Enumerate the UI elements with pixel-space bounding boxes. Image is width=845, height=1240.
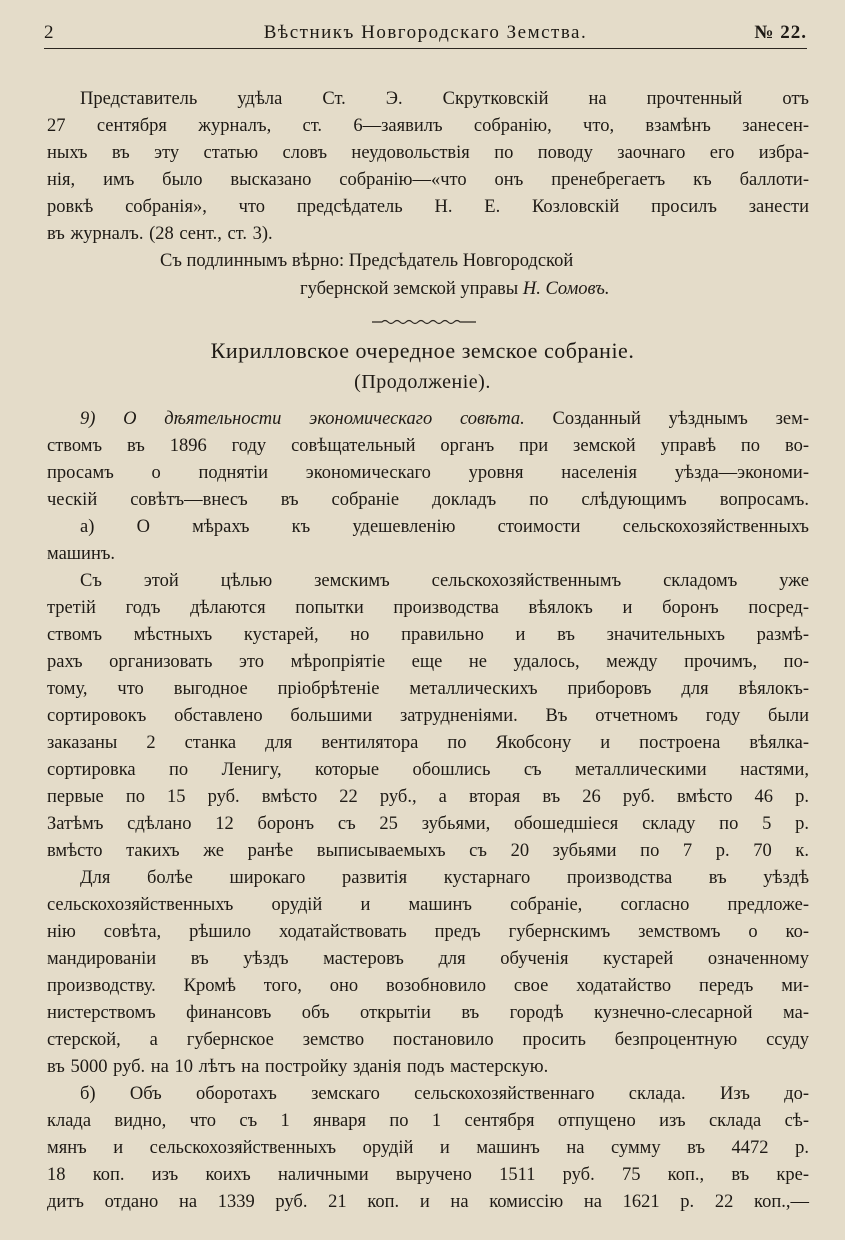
text-line: нію совѣта, рѣшило ходатайствовать предъ губернскимъ земствомъ о ко- — [47, 922, 809, 942]
text-line: 27 сентября журналъ, ст. 6—заявилъ собранію, что, взамѣнъ занесен- — [47, 116, 809, 136]
text-line: нистерствомъ финансовъ объ открытіи въ городѣ кузнечно-слесарной ма- — [47, 1003, 809, 1023]
text-line: а) О мѣрахъ къ удешевленію стоимости сельскохозяйственныхъ — [80, 517, 809, 537]
text-line: 18 коп. изъ коихъ наличными выручено 1511 руб. 75 коп., въ кре- — [47, 1165, 809, 1185]
text-line: нія, имъ было высказано собранію—«что онъ пренебрегаетъ къ баллоти- — [47, 170, 809, 190]
item-text — [47, 1217, 165, 1237]
signature-name: Н. Сомовъ. — [522, 279, 610, 299]
item-text: Созданный уѣзднымъ зем- — [552, 409, 810, 429]
text-line: производству. Кромѣ того, оно возобновило свое ходатайство передъ ми- — [47, 976, 809, 996]
text-line: дитъ отдано на 1339 руб. 21 коп. и на комиссію на 1621 р. 22 коп.,— — [47, 1192, 809, 1212]
item-text — [292, 1217, 809, 1237]
text-line: въ журналъ. (28 сент., ст. 3). — [47, 224, 273, 244]
text-line — [80, 406, 809, 432]
text-line: тому, что выгодное пріобрѣтеніе металлическихъ приборовъ для вѣялокъ- — [47, 679, 809, 699]
text-line: просамъ о поднятіи экономическаго уровня населенія уѣзда—экономи- — [47, 463, 809, 483]
item-italic-title: О дѣятельности экономическаго совѣта. — [123, 409, 525, 429]
journal-title: Вѣстникъ Новгородскаго Земства. — [263, 22, 588, 43]
signature-line: Съ подлиннымъ вѣрно: Предсѣдатель Новгородской — [160, 251, 574, 271]
running-header — [44, 22, 807, 48]
issue-number: № 22. — [754, 22, 807, 43]
section-title: Кирилловское очередное земское собраніе. — [210, 338, 635, 363]
separator-ornament — [372, 318, 476, 326]
header-rule — [44, 48, 807, 49]
text-line: стерской, а губернское земство постановило просить безпроцентную ссуду — [47, 1030, 809, 1050]
text-line: сортировокъ обставлено большими затрудненіями. Въ отчетномъ году были — [47, 706, 809, 726]
text-line: рахъ организовать это мѣропріятіе еще не удалось, между прочимъ, по- — [47, 652, 809, 672]
text-line: сельскохозяйственныхъ орудій и машинъ собраніе, согласно предложе- — [47, 895, 809, 915]
section-subtitle: (Продолженіе). — [354, 371, 491, 393]
text-line: мянъ и сельскохозяйственныхъ орудій и машинъ на сумму въ 4472 р. — [47, 1138, 809, 1158]
text-line: Затѣмъ сдѣлано 12 боронъ съ 25 зубьями, обошедшіеся складу по 5 р. — [47, 814, 809, 834]
text-line: въ 5000 руб. на 10 лѣтъ на постройку зданія подъ мастерскую. — [47, 1057, 549, 1077]
text-line: вмѣсто такихъ же ранѣе выписываемыхъ съ 20 зубьями по 7 р. 70 к. — [47, 841, 809, 861]
signature-line — [300, 276, 610, 302]
text-line: Для болѣе широкаго развитія кустарнаго производства въ уѣздѣ — [80, 868, 809, 888]
text-line: ческій совѣтъ—внесъ въ собраніе докладъ по слѣдующимъ вопросамъ. — [47, 490, 809, 510]
text-line: третій годъ дѣлаются попытки производства вѣялокъ и боронъ посред- — [47, 598, 809, 618]
text-line: ствомъ въ 1896 году совѣщательный органъ при земской управѣ по во- — [47, 436, 809, 456]
signature-text: губернской земской управы — [300, 279, 519, 299]
item-number: 9) — [80, 409, 96, 429]
text-line: сортировка по Ленигу, которые обошлись съ металлическими настями, — [47, 760, 809, 780]
text-line: первые по 15 руб. вмѣсто 22 руб., а вторая въ 26 руб. вмѣсто 46 р. — [47, 787, 809, 807]
text-line: ствомъ мѣстныхъ кустарей, но правильно и въ значительныхъ размѣ- — [47, 625, 809, 645]
text-line: Съ этой цѣлью земскимъ сельскохозяйственнымъ складомъ уже — [80, 571, 809, 591]
page-number: 2 — [44, 22, 55, 43]
text-line: заказаны 2 станка для вентилятора по Якобсону и построена вѣялка- — [47, 733, 809, 753]
text-line: б) Объ оборотахъ земскаго сельскохозяйственнаго склада. Изъ до- — [80, 1084, 809, 1104]
item-italic-word — [196, 1217, 261, 1237]
text-line: ныхъ въ эту статью словъ неудовольствія по поводу заочнаго его избра- — [47, 143, 809, 163]
text-line: Представитель удѣла Ст. Э. Скрутковскій на прочтенный отъ — [80, 89, 809, 109]
text-line: машинъ. — [47, 544, 116, 564]
text-line: ровкѣ собранія», что предсѣдатель Н. Е. Козловскій просилъ занести — [47, 197, 809, 217]
text-line: мандированіи въ уѣздъ мастеровъ для обученія кустарей означенному — [47, 949, 809, 969]
text-line: клада видно, что съ 1 января по 1 сентября отпущено изъ склада сѣ- — [47, 1111, 809, 1131]
